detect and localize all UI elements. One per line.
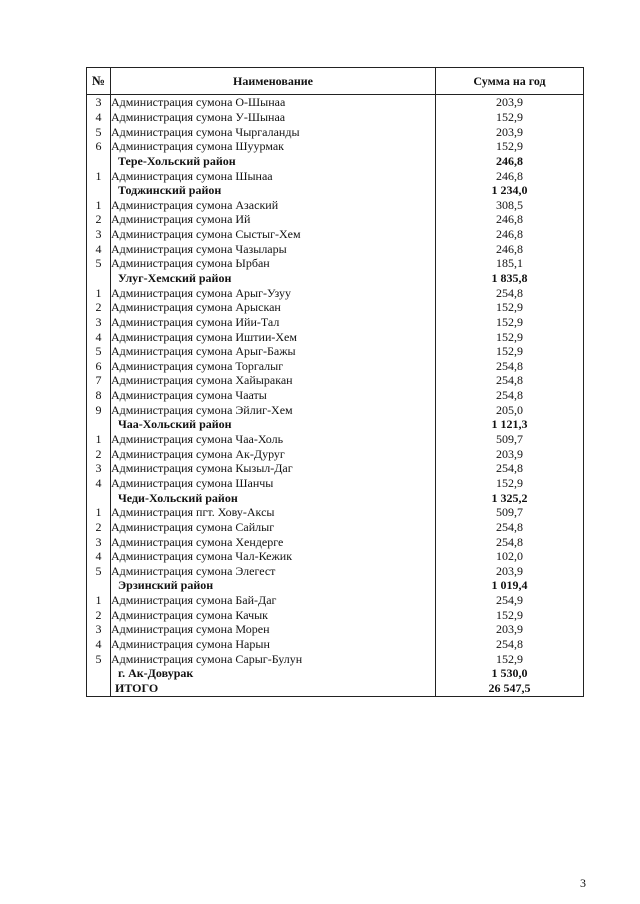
allocation-table [86, 67, 584, 697]
row-number: 4 [87, 110, 111, 125]
table-row [87, 534, 584, 549]
annual-amount: 152,9 [436, 476, 584, 491]
table-row [87, 344, 584, 359]
organization-name: Администрация сумона Азаский [111, 197, 436, 212]
organization-name: Администрация сумона Иштии-Хем [111, 329, 436, 344]
organization-name: Администрация сумона Арыг-Бажы [111, 344, 436, 359]
row-number: 1 [87, 505, 111, 520]
region-name: Чеди-Хольский район [111, 490, 436, 505]
row-number: 1 [87, 285, 111, 300]
row-number: 4 [87, 241, 111, 256]
region-name: г. Ак-Довурак [111, 666, 436, 681]
row-number [87, 271, 111, 286]
annual-amount: 254,8 [436, 285, 584, 300]
row-number: 2 [87, 607, 111, 622]
table-row [87, 139, 584, 154]
row-number: 5 [87, 564, 111, 579]
region-subtotal: 1 835,8 [436, 271, 584, 286]
annual-amount: 246,8 [436, 241, 584, 256]
table-row [87, 212, 584, 227]
organization-name: Администрация сумона Чаа-Холь [111, 432, 436, 447]
annual-amount: 254,8 [436, 373, 584, 388]
grand-total-row [87, 681, 584, 697]
row-number: 4 [87, 329, 111, 344]
table-row [87, 520, 584, 535]
table-row [87, 593, 584, 608]
region-subtotal-row [87, 490, 584, 505]
table-row [87, 197, 584, 212]
region-subtotal-row [87, 154, 584, 169]
region-subtotal: 1 530,0 [436, 666, 584, 681]
table-row [87, 329, 584, 344]
annual-amount: 254,8 [436, 388, 584, 403]
table-row [87, 359, 584, 374]
row-number: 5 [87, 124, 111, 139]
annual-amount: 102,0 [436, 549, 584, 564]
region-subtotal-row [87, 417, 584, 432]
annual-amount: 152,9 [436, 315, 584, 330]
table-row [87, 432, 584, 447]
organization-name: Администрация сумона Хендерге [111, 534, 436, 549]
column-header-name: Наименование [111, 68, 436, 95]
row-number: 2 [87, 446, 111, 461]
annual-amount: 254,8 [436, 359, 584, 374]
table-row [87, 461, 584, 476]
organization-name: Администрация сумона Ырбан [111, 256, 436, 271]
row-number: 3 [87, 461, 111, 476]
table-row [87, 402, 584, 417]
table-row [87, 315, 584, 330]
row-number [87, 417, 111, 432]
region-subtotal-row [87, 183, 584, 198]
table-row [87, 564, 584, 579]
organization-name: Администрация сумона Эйлиг-Хем [111, 402, 436, 417]
table-row [87, 607, 584, 622]
organization-name: Администрация сумона О-Шынаа [111, 95, 436, 110]
row-number [87, 578, 111, 593]
organization-name: Администрация сумона Нарын [111, 637, 436, 652]
row-number: 4 [87, 476, 111, 491]
annual-amount: 254,8 [436, 637, 584, 652]
table-row [87, 110, 584, 125]
organization-name: Администрация сумона Хайыракан [111, 373, 436, 388]
row-number: 5 [87, 651, 111, 666]
page-number: 3 [580, 876, 586, 890]
row-number: 2 [87, 212, 111, 227]
organization-name: Администрация сумона Ий [111, 212, 436, 227]
organization-name: Администрация сумона Сайлыг [111, 520, 436, 535]
region-subtotal-row [87, 666, 584, 681]
region-subtotal: 1 121,3 [436, 417, 584, 432]
row-number [87, 666, 111, 681]
row-number: 1 [87, 168, 111, 183]
table-header-row [87, 68, 584, 95]
organization-name: Администрация сумона Морен [111, 622, 436, 637]
annual-amount: 246,8 [436, 227, 584, 242]
region-subtotal: 246,8 [436, 154, 584, 169]
region-name: Чаа-Хольский район [111, 417, 436, 432]
region-subtotal: 1 234,0 [436, 183, 584, 198]
row-number: 4 [87, 637, 111, 652]
organization-name: Администрация сумона Бай-Даг [111, 593, 436, 608]
organization-name: Администрация сумона Шуурмак [111, 139, 436, 154]
table-row [87, 446, 584, 461]
region-name: Тере-Хольский район [111, 154, 436, 169]
table-row [87, 168, 584, 183]
table-row [87, 549, 584, 564]
table-row [87, 256, 584, 271]
annual-amount: 152,9 [436, 300, 584, 315]
organization-name: Администрация сумона Торгалыг [111, 359, 436, 374]
row-number: 6 [87, 139, 111, 154]
annual-amount: 203,9 [436, 622, 584, 637]
table-row [87, 505, 584, 520]
annual-amount: 254,8 [436, 534, 584, 549]
annual-amount: 308,5 [436, 197, 584, 212]
column-header-sum: Сумма на год [436, 68, 584, 95]
annual-amount: 152,9 [436, 139, 584, 154]
annual-amount: 254,8 [436, 520, 584, 535]
table-row [87, 95, 584, 110]
annual-amount: 254,9 [436, 593, 584, 608]
table-row [87, 285, 584, 300]
region-subtotal-row [87, 578, 584, 593]
total-label: ИТОГО [111, 681, 436, 697]
organization-name: Администрация сумона Чааты [111, 388, 436, 403]
row-number: 3 [87, 95, 111, 110]
grand-total-amount: 26 547,5 [436, 681, 584, 697]
table-row [87, 300, 584, 315]
row-number: 3 [87, 622, 111, 637]
row-number: 1 [87, 432, 111, 447]
row-number: 9 [87, 402, 111, 417]
organization-name: Администрация пгт. Хову-Аксы [111, 505, 436, 520]
organization-name: Администрация сумона Сыстыг-Хем [111, 227, 436, 242]
row-number: 3 [87, 227, 111, 242]
annual-amount: 152,9 [436, 607, 584, 622]
row-number: 3 [87, 534, 111, 549]
organization-name: Администрация сумона Элегест [111, 564, 436, 579]
row-number: 2 [87, 300, 111, 315]
organization-name: Администрация сумона У-Шынаа [111, 110, 436, 125]
annual-amount: 203,9 [436, 446, 584, 461]
annual-amount: 152,9 [436, 110, 584, 125]
organization-name: Администрация сумона Качык [111, 607, 436, 622]
table-row [87, 227, 584, 242]
organization-name: Администрация сумона Кызыл-Даг [111, 461, 436, 476]
annual-amount: 509,7 [436, 505, 584, 520]
row-number: 8 [87, 388, 111, 403]
annual-amount: 203,9 [436, 124, 584, 139]
region-subtotal: 1 019,4 [436, 578, 584, 593]
region-name: Улуг-Хемский район [111, 271, 436, 286]
table-row [87, 476, 584, 491]
row-number [87, 490, 111, 505]
region-name: Тоджинский район [111, 183, 436, 198]
row-number [87, 681, 111, 697]
row-number: 2 [87, 520, 111, 535]
region-name: Эрзинский район [111, 578, 436, 593]
organization-name: Администрация сумона Арыг-Узуу [111, 285, 436, 300]
region-subtotal-row [87, 271, 584, 286]
table-row [87, 124, 584, 139]
table-row [87, 388, 584, 403]
organization-name: Администрация сумона Чыргаланды [111, 124, 436, 139]
row-number: 6 [87, 359, 111, 374]
annual-amount: 185,1 [436, 256, 584, 271]
table-row [87, 637, 584, 652]
organization-name: Администрация сумона Арыскан [111, 300, 436, 315]
row-number: 1 [87, 593, 111, 608]
row-number: 5 [87, 344, 111, 359]
table-body [87, 95, 584, 697]
row-number: 5 [87, 256, 111, 271]
annual-amount: 509,7 [436, 432, 584, 447]
organization-name: Администрация сумона Шанчы [111, 476, 436, 491]
table-row [87, 241, 584, 256]
row-number: 3 [87, 315, 111, 330]
row-number: 7 [87, 373, 111, 388]
region-subtotal: 1 325,2 [436, 490, 584, 505]
row-number: 1 [87, 197, 111, 212]
organization-name: Администрация сумона Ийи-Тал [111, 315, 436, 330]
row-number [87, 154, 111, 169]
column-header-number: № [87, 68, 111, 95]
organization-name: Администрация сумона Чал-Кежик [111, 549, 436, 564]
annual-amount: 254,8 [436, 461, 584, 476]
table-row [87, 373, 584, 388]
organization-name: Администрация сумона Шынаа [111, 168, 436, 183]
annual-amount: 203,9 [436, 95, 584, 110]
table-row [87, 651, 584, 666]
table-row [87, 622, 584, 637]
annual-amount: 152,9 [436, 329, 584, 344]
annual-amount: 203,9 [436, 564, 584, 579]
annual-amount: 205,0 [436, 402, 584, 417]
organization-name: Администрация сумона Сарыг-Булун [111, 651, 436, 666]
annual-amount: 152,9 [436, 344, 584, 359]
organization-name: Администрация сумона Чазылары [111, 241, 436, 256]
row-number: 4 [87, 549, 111, 564]
organization-name: Администрация сумона Ак-Дуруг [111, 446, 436, 461]
annual-amount: 246,8 [436, 212, 584, 227]
row-number [87, 183, 111, 198]
annual-amount: 246,8 [436, 168, 584, 183]
annual-amount: 152,9 [436, 651, 584, 666]
